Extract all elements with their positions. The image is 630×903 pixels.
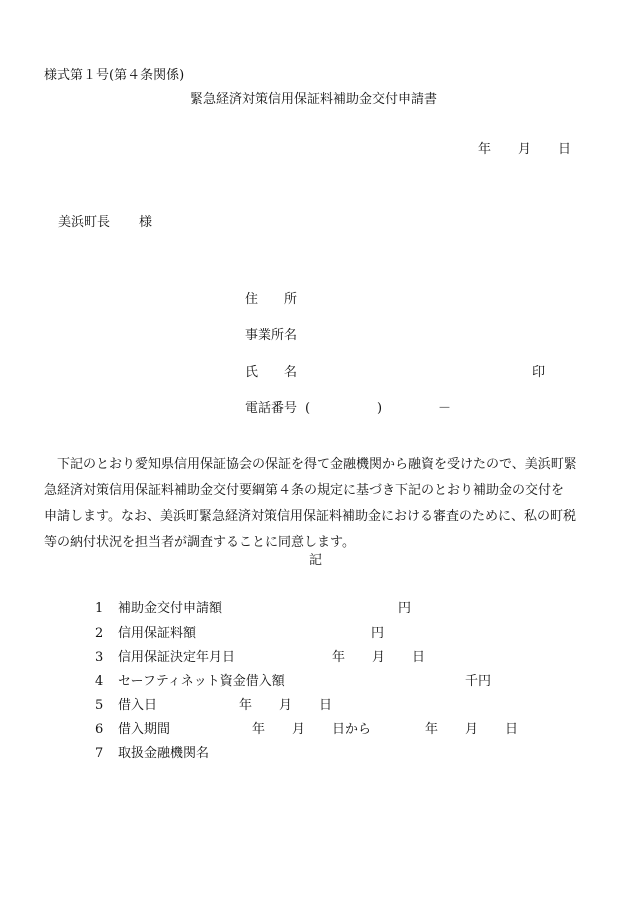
item-month: 月 [279,698,293,713]
item-to-year: 年 [425,722,439,737]
item-month: 月 [372,650,386,665]
item-label: 補助金交付申請額 [118,601,223,616]
seal-mark: 印 [532,365,546,380]
item-number: 5 [95,698,104,713]
item-number: 6 [95,722,104,737]
item-to-day: 日 [505,722,519,737]
item-number: 7 [95,746,104,761]
applicant-name-label: 氏 名 [245,365,298,380]
item-unit: 円 [398,601,412,616]
address-label: 住 所 [245,292,298,307]
date-month: 月 [518,142,532,157]
phone-close-paren: ) [377,401,383,416]
item-year: 年 [239,698,253,713]
statement-line: 申請します。なお、美浜町緊急経済対策信用保証料補助金における審査のために、私の町税 [44,509,576,524]
item-unit: 円 [371,626,385,641]
item-day: 日 [319,698,333,713]
item-label: 信用保証決定年月日 [118,650,236,665]
phone-open-paren: ( [305,401,311,416]
item-number: 1 [95,601,104,616]
phone-dash: － [438,401,452,416]
item-label: 借入期間 [118,722,171,737]
ki-heading: 記 [309,553,323,568]
item-unit: 千円 [465,674,492,689]
phone-label: 電話番号 [245,401,298,416]
item-label: 信用保証料額 [118,626,197,641]
addressee-honorific: 様 [139,215,153,230]
item-to-month: 月 [465,722,479,737]
statement-line: 下記のとおり愛知県信用保証協会の保証を得て金融機関から融資を受けたので、美浜町緊 [44,457,577,472]
date-year: 年 [478,142,492,157]
item-from-year: 年 [252,722,266,737]
item-label: セーフティネット資金借入額 [118,674,285,689]
statement-line: 等の納付状況を担当者が調査することに同意します。 [44,535,355,550]
item-year: 年 [332,650,346,665]
item-from-month: 月 [292,722,306,737]
addressee-name: 美浜町長 [58,215,111,230]
item-label: 取扱金融機関名 [118,746,210,761]
statement-line: 急経済対策信用保証料補助金交付要綱第４条の規定に基づき下記のとおり補助金の交付を [44,483,565,498]
item-label: 借入日 [118,698,158,713]
item-number: 4 [95,674,104,689]
office-name-label: 事業所名 [245,328,298,343]
item-number: 3 [95,650,104,665]
item-day: 日 [412,650,426,665]
date-day: 日 [558,142,572,157]
form-number: 様式第１号(第４条関係) [44,68,185,83]
document-title: 緊急経済対策信用保証料補助金交付申請書 [190,92,438,107]
application-statement [44,452,592,556]
item-number: 2 [95,626,104,641]
item-from-day: 日から [332,722,372,737]
